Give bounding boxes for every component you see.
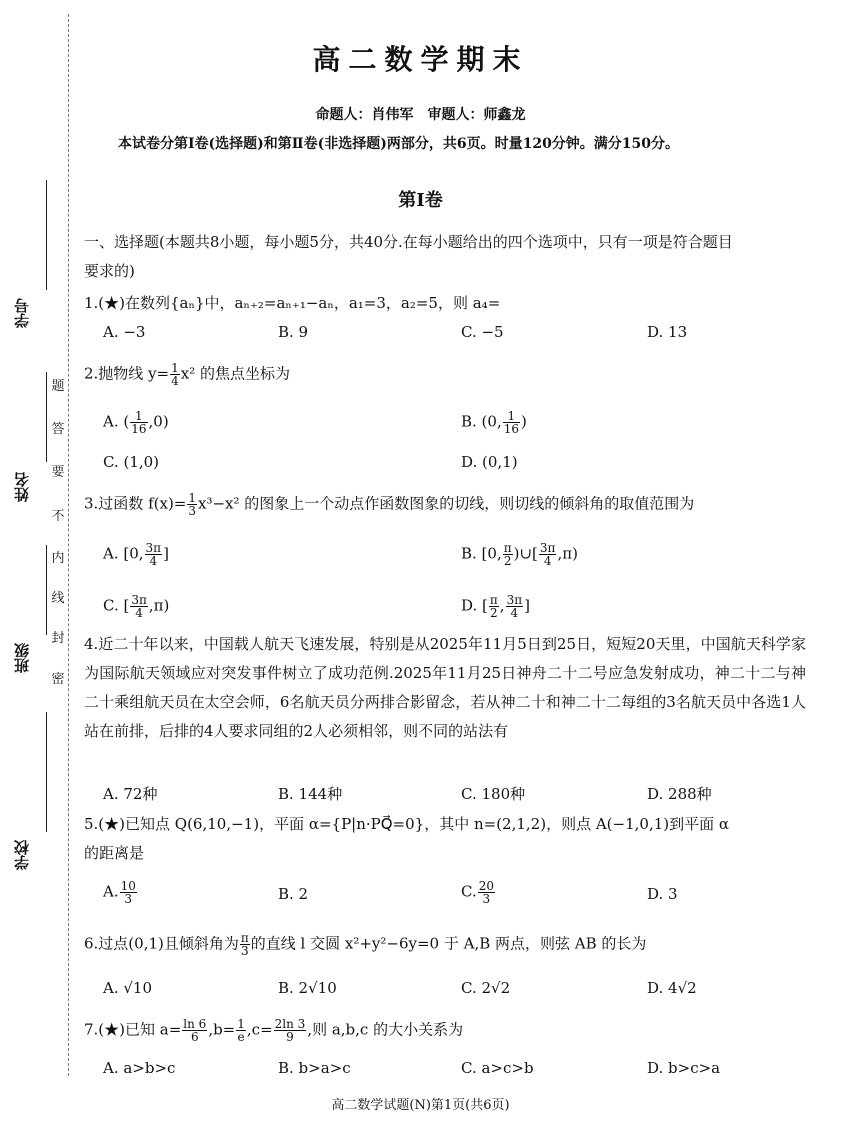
q3-stem-post: x³−x² 的图象上一个动点作函数图象的切线，则切线的倾斜角的取值范围为 bbox=[198, 494, 695, 513]
q3-stem-pre: 3.过函数 f(x)= bbox=[84, 494, 187, 513]
q7-stem-post: ,则 a,b,c 的大小关系为 bbox=[307, 1020, 464, 1039]
q6-frac-num: π bbox=[240, 931, 249, 945]
q3-a-den: 4 bbox=[149, 554, 158, 568]
q6-stem-pre: 6.过点(0,1)且倾斜角为 bbox=[84, 934, 239, 953]
q5-option-c bbox=[461, 880, 496, 905]
q2-b-den: 16 bbox=[503, 422, 520, 436]
q6-option-b: B. 2√10 bbox=[278, 979, 337, 997]
q2-b-num: 1 bbox=[503, 410, 520, 423]
q2-stem-post: x² 的焦点坐标为 bbox=[180, 364, 291, 383]
q2-a-frac bbox=[130, 410, 147, 435]
q2-a-num: 1 bbox=[130, 410, 147, 423]
q3-option-a bbox=[103, 542, 169, 567]
q2-fraction bbox=[170, 362, 180, 387]
q3-b-post: ,π) bbox=[557, 544, 578, 563]
q3-c-frac bbox=[130, 594, 148, 619]
q3-b-num2: 3π bbox=[539, 541, 556, 555]
q6-option-c: C. 2√2 bbox=[461, 979, 511, 997]
q5-a-num: 10 bbox=[120, 879, 136, 893]
page-footer: 高二数学试题(N)第1页(共6页) bbox=[331, 1098, 510, 1113]
q3-option-c bbox=[103, 594, 169, 619]
section-heading-line2: 要求的) bbox=[84, 262, 135, 280]
seal-char-4: 内 bbox=[51, 551, 65, 566]
q2-option-c: C. (1,0) bbox=[103, 453, 160, 471]
q3-option-d bbox=[461, 594, 530, 619]
q3-b-frac2 bbox=[539, 542, 557, 567]
q2-option-d: D. (0,1) bbox=[461, 453, 518, 471]
seal-char-1: 密 bbox=[51, 672, 65, 687]
q7-c-den: 9 bbox=[286, 1030, 294, 1044]
q5-option-b: B. 2 bbox=[278, 885, 309, 903]
q2-a-den: 16 bbox=[131, 422, 147, 436]
q3-fraction bbox=[187, 492, 197, 517]
q5-c-den: 3 bbox=[482, 892, 491, 906]
q3-c-num: 3π bbox=[131, 593, 147, 607]
q1-option-d: D. 13 bbox=[647, 323, 688, 341]
q5-option-d: D. 3 bbox=[647, 885, 678, 903]
binding-dashed-line bbox=[68, 14, 69, 1076]
q7-c-num: 2ln 3 bbox=[274, 1017, 306, 1031]
q5-c-num: 20 bbox=[478, 879, 494, 893]
q4-option-d: D. 288种 bbox=[647, 785, 712, 803]
q4-option-c: C. 180种 bbox=[461, 785, 526, 803]
class-blank bbox=[46, 545, 47, 635]
seal-char-2: 封 bbox=[51, 631, 65, 646]
q7-a-num: ln 6 bbox=[183, 1017, 207, 1031]
seal-char-7: 答 bbox=[51, 422, 65, 437]
q2-a-pre: A. ( bbox=[103, 412, 130, 431]
class-field bbox=[14, 545, 44, 705]
q7-b-num: 1 bbox=[237, 1017, 245, 1031]
q4-stem: 4.近二十年以来，中国载人航天飞速发展，特别是从2025年11月5日到25日，短短20天里，中国航天科学家为国际航天领域应对突发事件树立了成功范例.2025年11月25日神舟二十二号应急发射成功，神二十二与神二十乘组航天员在太空会师，6名航天员分两排合影留念，若从神二十和神二十二每组的3名航天员中各选1人站在前排，后排的4人要求同组的2人必须相邻，则不同的站法有 bbox=[84, 635, 806, 740]
q2-b-post: ) bbox=[521, 412, 527, 431]
name-blank bbox=[46, 372, 47, 462]
q5-c-pre: C. bbox=[461, 882, 477, 901]
q2-stem bbox=[84, 362, 290, 387]
q1-option-a: A. −3 bbox=[103, 323, 146, 341]
q7-option-c: C. a>c>b bbox=[461, 1059, 534, 1077]
q3-d-den: 2 bbox=[490, 606, 498, 620]
q2-frac-den: 4 bbox=[171, 374, 179, 388]
name-field bbox=[14, 372, 44, 537]
q6-option-a: A. √10 bbox=[103, 979, 153, 997]
q3-frac-den: 3 bbox=[188, 504, 197, 518]
q1-stem: 1.(★)在数列{aₙ}中，aₙ₊₂=aₙ₊₁−aₙ，a₁=3，a₂=5，则 a₄= bbox=[84, 294, 501, 312]
q3-d-post: ] bbox=[524, 596, 530, 615]
q3-b-frac bbox=[503, 542, 513, 567]
q2-option-b bbox=[461, 410, 527, 435]
q2-option-a bbox=[103, 410, 169, 435]
q7-a-frac bbox=[182, 1018, 207, 1043]
q5-stem-line1: 5.(★)已知点 Q(6,10,−1)，平面 α={P|n·PQ⃗=0}，其中 n=(2,1,2)，则点 A(−1,0,1)到平面 α bbox=[84, 815, 730, 833]
q3-d-num: π bbox=[489, 593, 498, 607]
q3-c-post: ,π) bbox=[148, 596, 170, 615]
q7-stem-pre: 7.(★)已知 a= bbox=[84, 1020, 182, 1039]
q7-a-den: 6 bbox=[190, 1030, 199, 1044]
q3-frac-num: 1 bbox=[188, 491, 197, 505]
q3-c-den: 4 bbox=[135, 606, 143, 620]
school-label: 学校 bbox=[13, 840, 31, 870]
q1-option-c: C. −5 bbox=[461, 323, 504, 341]
q7-option-d: D. b>c>a bbox=[647, 1059, 721, 1077]
q6-fraction bbox=[240, 932, 250, 957]
student-number-label: 学号 bbox=[13, 298, 31, 328]
q7-option-b: B. b>a>c bbox=[278, 1059, 351, 1077]
q3-stem bbox=[84, 492, 694, 517]
q3-b-pre: B. [0, bbox=[461, 544, 502, 563]
q3-b-den: 2 bbox=[503, 554, 512, 568]
q2-stem-pre: 2.抛物线 y= bbox=[84, 364, 170, 383]
volume-heading: 第Ⅰ卷 bbox=[398, 190, 443, 211]
seal-char-3: 线 bbox=[51, 591, 65, 606]
q3-option-b bbox=[461, 542, 578, 567]
q2-a-post: ,0) bbox=[148, 412, 169, 431]
q3-d-pre: D. [ bbox=[461, 596, 488, 615]
q2-b-frac bbox=[503, 410, 520, 435]
q3-d-num2: 3π bbox=[506, 593, 523, 607]
q3-a-num: 3π bbox=[145, 541, 162, 555]
name-label: 姓名 bbox=[13, 472, 31, 502]
q7-b-pre: ,b= bbox=[208, 1020, 236, 1039]
q3-d-frac bbox=[489, 594, 499, 619]
q7-stem bbox=[84, 1018, 463, 1043]
seal-char-6: 要 bbox=[51, 465, 65, 480]
q7-b-frac bbox=[236, 1018, 246, 1043]
class-label: 班级 bbox=[13, 643, 31, 673]
q3-a-pre: A. [0, bbox=[103, 544, 144, 563]
q4-option-b: B. 144种 bbox=[278, 785, 343, 803]
q7-c-pre: ,c= bbox=[246, 1020, 273, 1039]
school-blank bbox=[46, 712, 47, 832]
q3-d-mid: , bbox=[499, 596, 505, 615]
q3-a-post: ] bbox=[163, 544, 169, 563]
q5-a-pre: A. bbox=[103, 882, 119, 901]
exam-intro: 本试卷分第Ⅰ卷(选择题)和第Ⅱ卷(非选择题)两部分，共6页。时量120分钟。满分150分。 bbox=[118, 136, 680, 152]
q5-c-frac bbox=[478, 880, 495, 905]
q3-a-frac bbox=[145, 542, 163, 567]
page-title: 高二数学期末 bbox=[312, 43, 529, 76]
q7-c-frac bbox=[274, 1018, 307, 1043]
q5-stem-line2: 的距离是 bbox=[84, 844, 145, 862]
seal-char-8: 题 bbox=[51, 379, 65, 394]
q5-a-frac bbox=[120, 880, 137, 905]
q5-a-den: 3 bbox=[124, 892, 133, 906]
school-field bbox=[14, 712, 44, 902]
q2-frac-num: 1 bbox=[171, 361, 179, 375]
q4-option-a: A. 72种 bbox=[103, 785, 158, 803]
q2-b-pre: B. (0, bbox=[461, 412, 502, 431]
q3-d-frac2 bbox=[506, 594, 524, 619]
q7-b-den: e bbox=[237, 1030, 245, 1044]
q6-stem bbox=[84, 932, 646, 957]
q6-frac-den: 3 bbox=[241, 944, 249, 958]
q5-option-a bbox=[103, 880, 138, 905]
seal-char-5: 不 bbox=[51, 509, 65, 524]
q3-b-den2: 4 bbox=[543, 554, 552, 568]
setters-line: 命题人：肖伟军 审题人：师鑫龙 bbox=[315, 107, 526, 123]
q3-b-mid: )∪[ bbox=[513, 544, 538, 563]
q7-option-a: A. a>b>c bbox=[103, 1059, 176, 1077]
q6-stem-post: 的直线 l 交圆 x²+y²−6y=0 于 A,B 两点，则弦 AB 的长为 bbox=[250, 934, 647, 953]
q3-d-den2: 4 bbox=[510, 606, 519, 620]
q3-c-pre: C. [ bbox=[103, 596, 130, 615]
q6-option-d: D. 4√2 bbox=[647, 979, 697, 997]
q1-option-b: B. 9 bbox=[278, 323, 309, 341]
section-heading-line1: 一、选择题(本题共8小题，每小题5分，共40分.在每小题给出的四个选项中，只有一项是符合题目 bbox=[84, 233, 733, 251]
q3-b-num: π bbox=[503, 541, 512, 555]
